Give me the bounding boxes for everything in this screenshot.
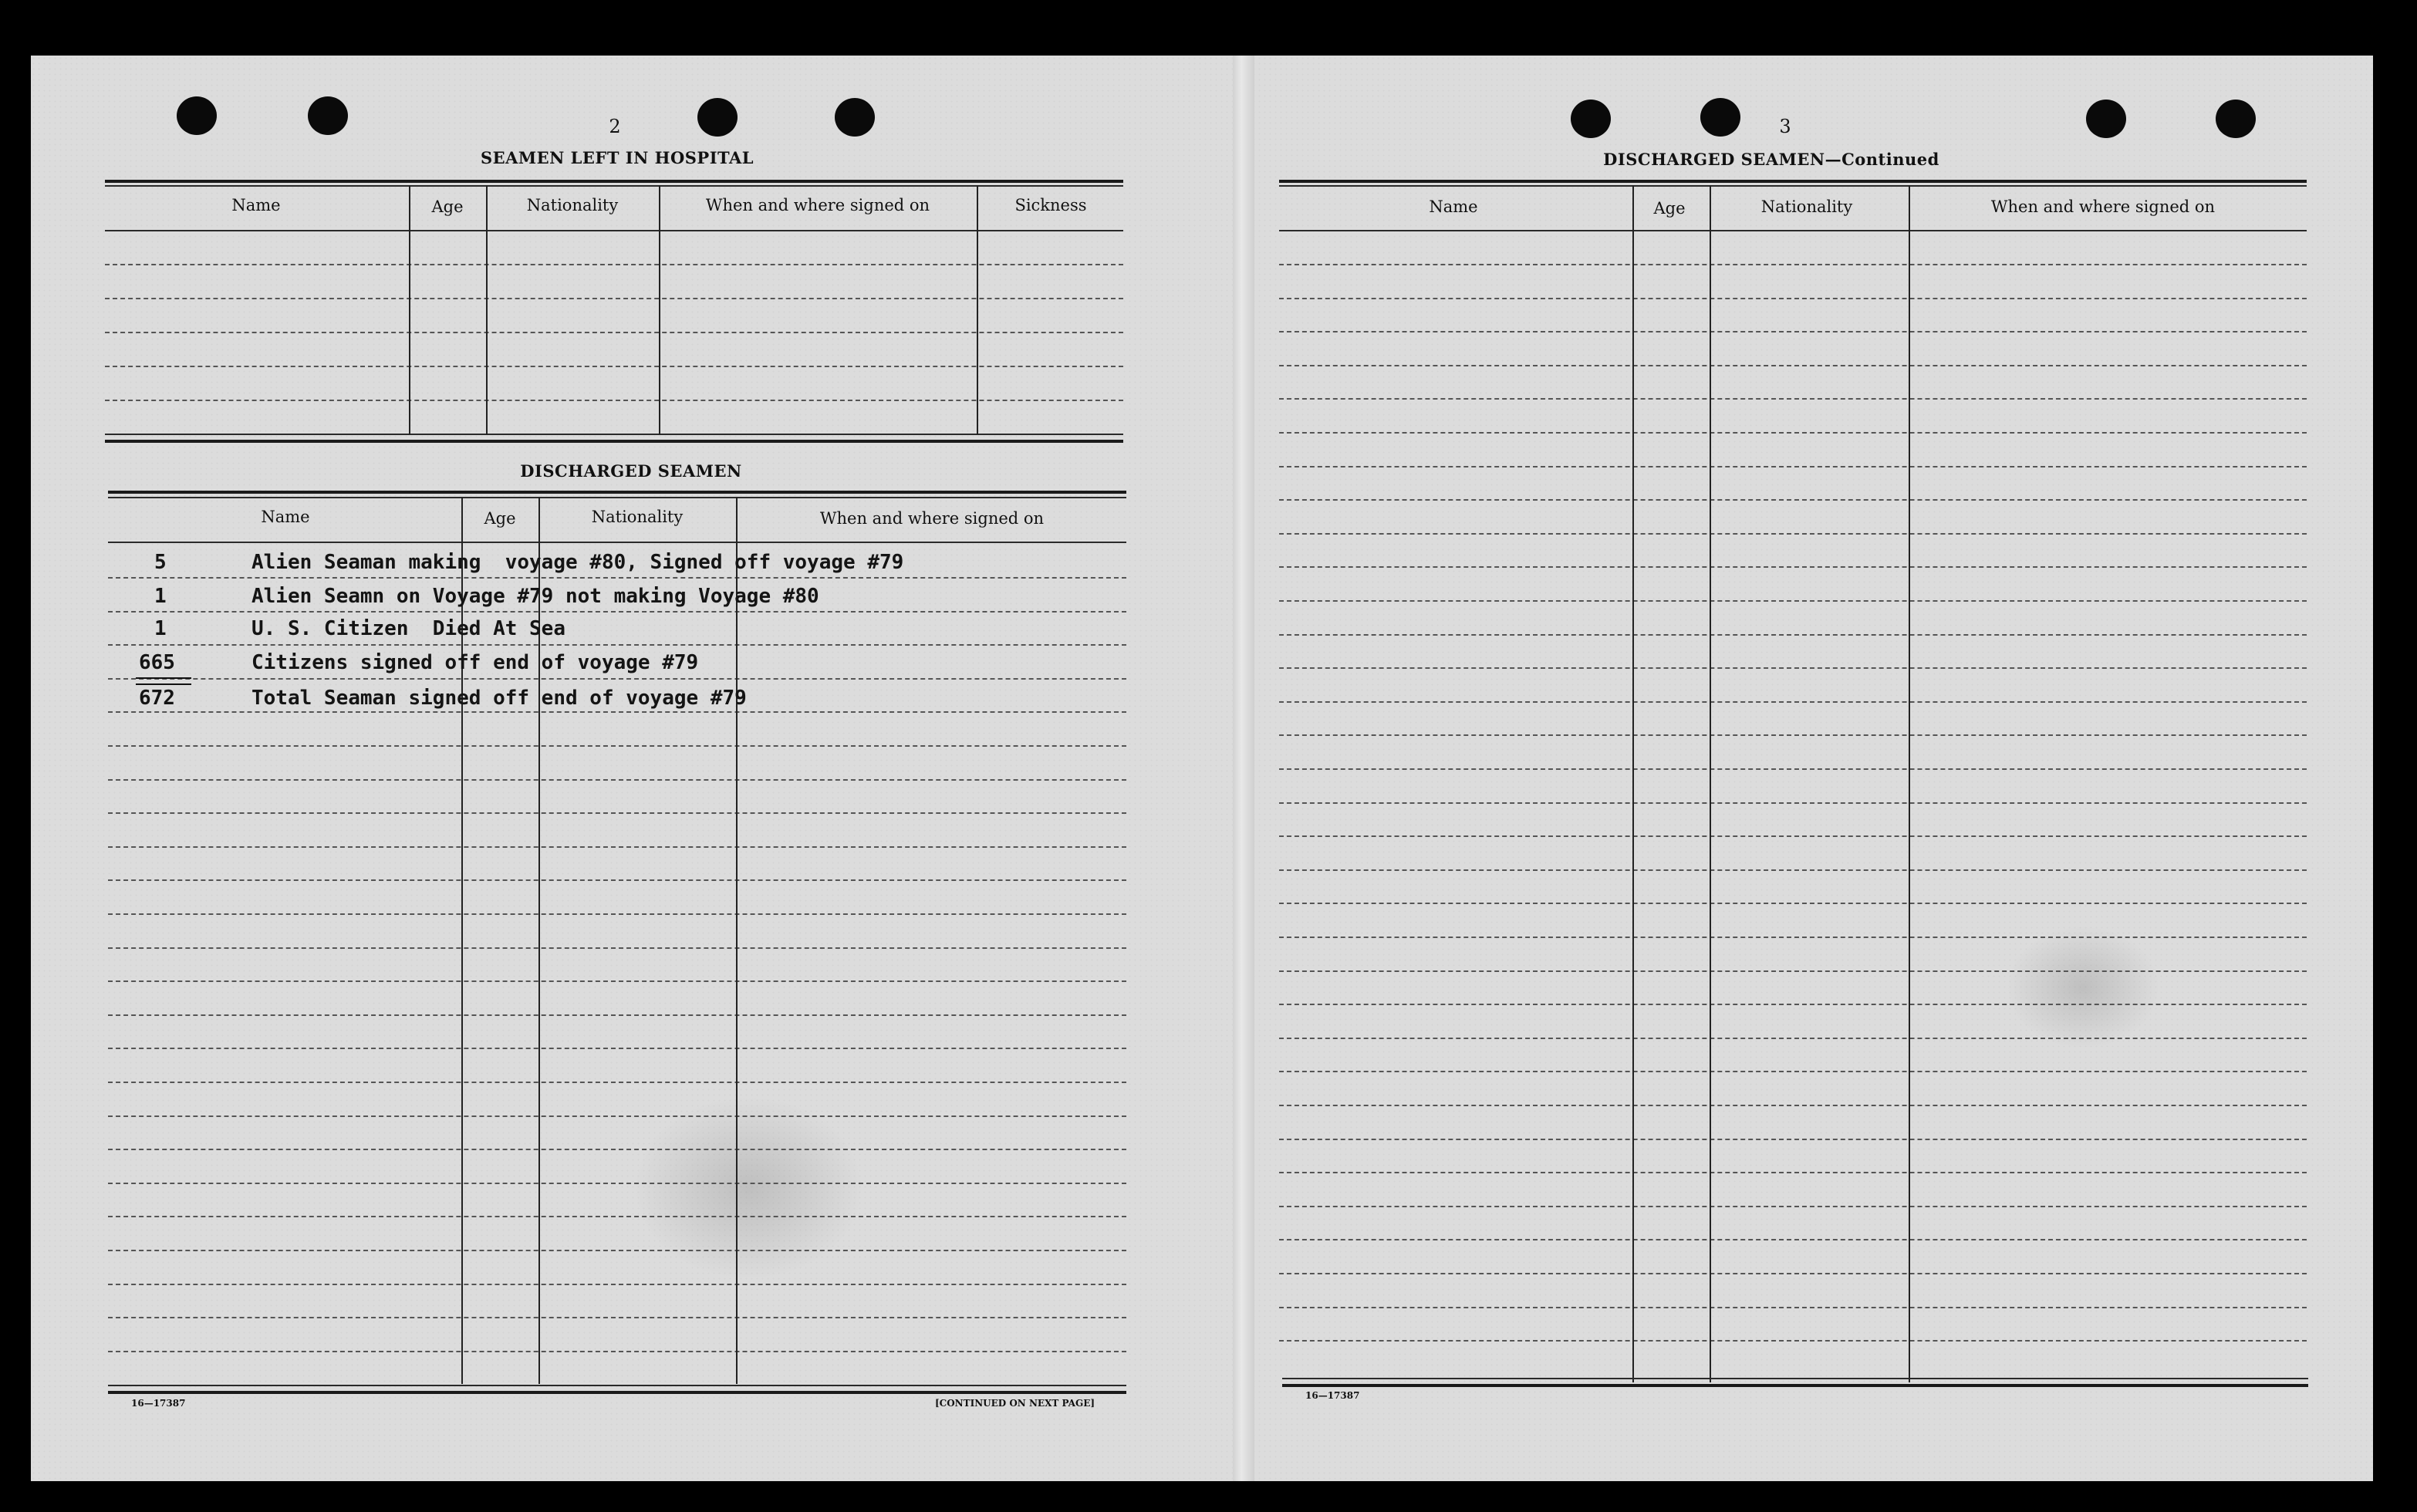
- entry-text: U. S. Citizen Died At Sea: [251, 617, 565, 640]
- row-line: [108, 1149, 1126, 1150]
- entry-text-total: Total Seaman signed off end of voyage #79: [251, 687, 747, 710]
- entry-text: Alien Seaman making voyage #80, Signed off voyage #79: [251, 551, 904, 574]
- entry-count: 1: [154, 585, 167, 608]
- sum-underline: [136, 677, 191, 685]
- row-line: [1279, 667, 2307, 669]
- table-rule: [1279, 180, 2307, 183]
- row-line: [1279, 466, 2307, 467]
- row-line: [1279, 1273, 2307, 1274]
- table-rule: [1279, 185, 2307, 187]
- column-divider: [977, 185, 978, 435]
- row-line: [108, 1216, 1126, 1217]
- row-line: [105, 332, 1123, 333]
- row-line: [1279, 331, 2307, 332]
- row-line: [1279, 1004, 2307, 1005]
- row-line: [1279, 264, 2307, 265]
- entry-count: 5: [154, 551, 167, 574]
- row-line: [108, 1048, 1126, 1049]
- punch-hole: [1571, 100, 1611, 138]
- table-rule: [105, 185, 1123, 187]
- row-line: [1279, 768, 2307, 770]
- form-number-left: 16—17387: [131, 1398, 186, 1409]
- column-header-age: Age: [431, 197, 464, 216]
- row-line: [108, 611, 1126, 613]
- title-suffix: —Continued: [1825, 150, 1939, 169]
- row-line: [108, 947, 1126, 949]
- punch-hole: [835, 98, 875, 137]
- faint-stamp: [633, 1095, 864, 1281]
- row-line: [1279, 701, 2307, 703]
- punch-hole: [308, 96, 348, 135]
- page-fold: [1233, 56, 1254, 1481]
- row-line: [105, 400, 1123, 401]
- page-number-right: 3: [1779, 116, 1791, 137]
- table-rule: [1282, 1384, 2308, 1387]
- row-line: [105, 298, 1123, 299]
- title-main: DISCHARGED SEAMEN: [1603, 150, 1825, 169]
- row-line: [1279, 1239, 2307, 1240]
- row-line: [1279, 499, 2307, 501]
- column-header-nationality: Nationality: [526, 196, 619, 214]
- table-rule: [108, 1385, 1126, 1386]
- row-line: [108, 1082, 1126, 1083]
- entry-count: 1: [154, 617, 167, 640]
- row-line: [1279, 298, 2307, 299]
- row-line: [105, 264, 1123, 265]
- table-rule: [105, 230, 1123, 231]
- row-line: [1279, 1206, 2307, 1207]
- column-header-name: Name: [261, 508, 310, 526]
- column-header-age: Age: [1653, 199, 1686, 218]
- faint-stamp: [2006, 926, 2160, 1049]
- row-line: [108, 711, 1126, 713]
- table-rule: [105, 180, 1123, 183]
- table-rule: [108, 542, 1126, 543]
- table-rule: [105, 440, 1123, 443]
- punch-hole: [2086, 100, 2126, 138]
- column-header-name: Name: [231, 196, 281, 214]
- row-line: [1279, 566, 2307, 568]
- row-line: [1279, 1038, 2307, 1039]
- table-rule: [1282, 1378, 2308, 1379]
- column-divider: [1632, 185, 1634, 1382]
- row-line: [108, 1351, 1126, 1352]
- table-rule: [108, 491, 1126, 494]
- column-header-nationality: Nationality: [591, 508, 684, 526]
- column-header-age: Age: [484, 509, 516, 528]
- row-line: [1279, 432, 2307, 434]
- column-divider: [736, 497, 738, 1384]
- row-line: [1279, 835, 2307, 837]
- column-divider: [1909, 185, 1910, 1382]
- row-line: [108, 577, 1126, 579]
- row-line: [105, 366, 1123, 367]
- row-line: [108, 644, 1126, 646]
- column-header-name: Name: [1429, 197, 1478, 216]
- continued-note: [CONTINUED ON NEXT PAGE]: [935, 1398, 1095, 1409]
- column-header-sickness: Sickness: [1014, 196, 1087, 214]
- row-line: [108, 980, 1126, 982]
- row-line: [1279, 1071, 2307, 1072]
- entry-text: Citizens signed off end of voyage #79: [251, 651, 699, 674]
- table-rule: [1279, 230, 2307, 231]
- row-line: [108, 913, 1126, 915]
- entry-text: Alien Seamn on Voyage #79 not making Voyage #80: [251, 585, 819, 608]
- page-number-left: 2: [609, 116, 621, 137]
- row-line: [1279, 937, 2307, 938]
- row-line: [108, 745, 1126, 747]
- row-line: [108, 812, 1126, 814]
- row-line: [108, 846, 1126, 848]
- column-divider: [486, 185, 488, 435]
- discharged-section-title: DISCHARGED SEAMEN: [520, 461, 742, 481]
- row-line: [1279, 365, 2307, 366]
- row-line: [108, 1317, 1126, 1318]
- row-line: [108, 879, 1126, 881]
- row-line: [1279, 1172, 2307, 1173]
- row-line: [108, 678, 1126, 680]
- row-line: [108, 1014, 1126, 1016]
- punch-hole: [697, 98, 738, 137]
- table-rule: [105, 434, 1123, 435]
- hospital-section-title: SEAMEN LEFT IN HOSPITAL: [480, 148, 754, 167]
- row-line: [108, 1284, 1126, 1285]
- row-line: [1279, 903, 2307, 904]
- punch-hole: [1700, 98, 1740, 137]
- row-line: [108, 779, 1126, 781]
- row-line: [108, 1183, 1126, 1184]
- row-line: [1279, 1139, 2307, 1140]
- row-line: [1279, 1307, 2307, 1308]
- column-header-signed-on: When and where signed on: [705, 196, 930, 214]
- row-line: [1279, 600, 2307, 602]
- row-line: [1279, 970, 2307, 972]
- column-header-signed-on: When and where signed on: [1990, 197, 2216, 216]
- column-divider: [409, 185, 410, 435]
- row-line: [108, 1115, 1126, 1117]
- discharged-continued-title: [1603, 150, 1939, 169]
- row-line: [1279, 1340, 2307, 1342]
- row-line: [108, 1250, 1126, 1251]
- row-line: [1279, 869, 2307, 871]
- row-line: [1279, 802, 2307, 804]
- row-line: [1279, 398, 2307, 400]
- column-header-nationality: Nationality: [1760, 197, 1853, 216]
- row-line: [1279, 734, 2307, 736]
- entry-count-total: 672: [139, 687, 175, 710]
- form-number-right: 16—17387: [1305, 1390, 1360, 1401]
- row-line: [1279, 1105, 2307, 1106]
- entry-count: 665: [139, 651, 175, 674]
- row-line: [1279, 533, 2307, 535]
- table-rule: [108, 497, 1126, 498]
- column-divider: [659, 185, 660, 435]
- row-line: [1279, 634, 2307, 636]
- table-rule: [108, 1391, 1126, 1394]
- column-header-signed-on: When and where signed on: [819, 509, 1045, 528]
- column-divider: [1710, 185, 1711, 1382]
- punch-hole: [177, 96, 217, 135]
- punch-hole: [2216, 100, 2256, 138]
